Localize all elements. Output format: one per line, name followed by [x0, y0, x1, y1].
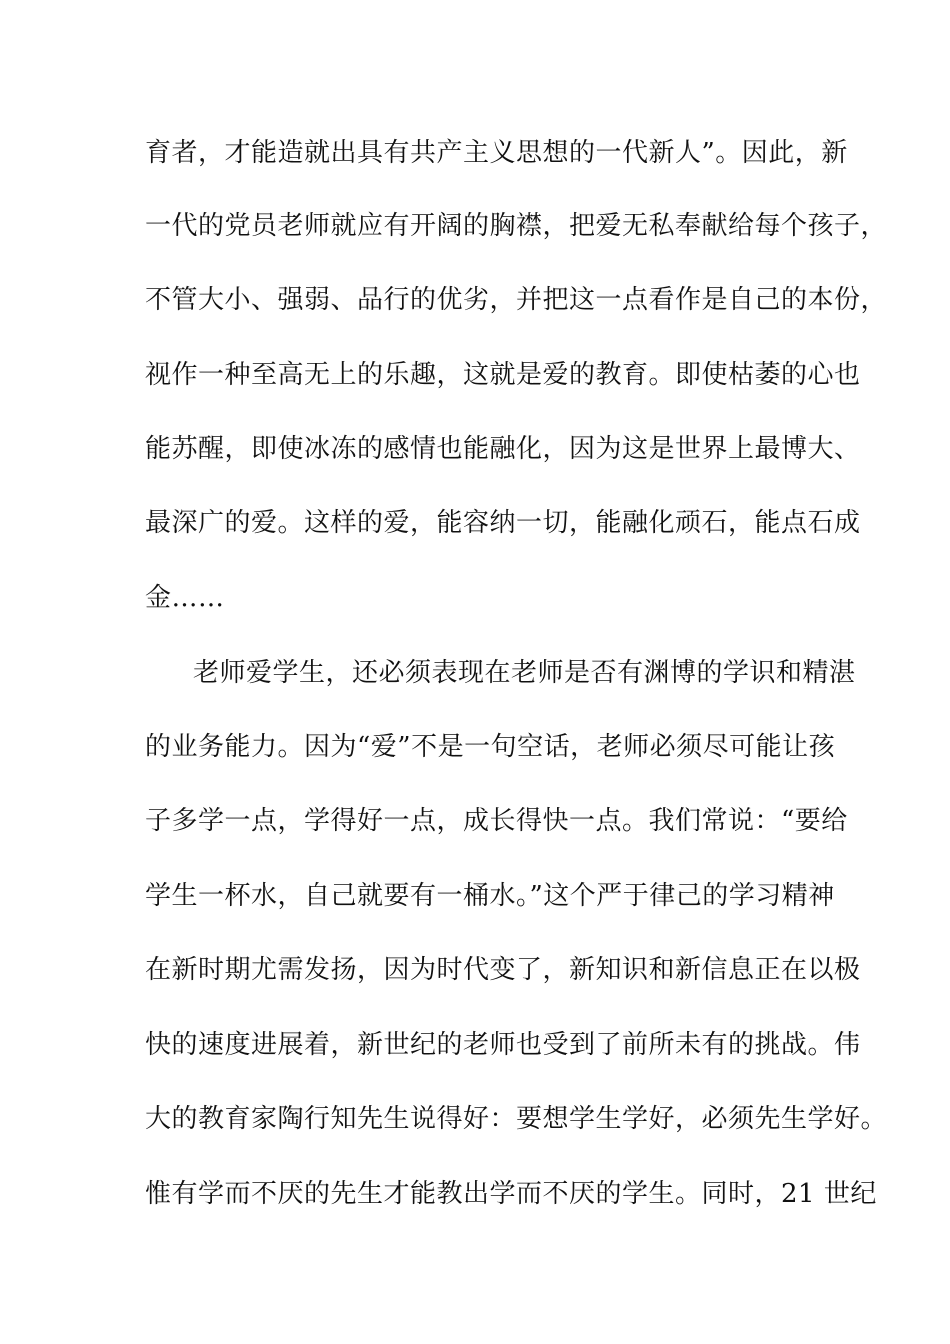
paragraph-start-line: 老师爱学生，还必须表现在老师是否有渊博的学识和精湛 — [193, 658, 856, 688]
text-line: 的业务能力。因为“爱”不是一句空话，老师必须尽可能让孩 — [145, 732, 836, 762]
text-line: 能苏醒，即使冰冻的感情也能融化，因为这是世界上最博大、 — [145, 434, 861, 464]
text-line: 最深广的爱。这样的爱，能容纳一切，能融化顽石，能点石成 — [145, 508, 861, 538]
text-line: 金…… — [145, 583, 225, 613]
text-line: 在新时期尤需发扬，因为时代变了，新知识和新信息正在以极 — [145, 955, 861, 985]
text-line: 快的速度进展着，新世纪的老师也受到了前所未有的挑战。伟 — [145, 1030, 861, 1060]
text-line: 学生一杯水，自己就要有一桶水。”这个严于律己的学习精神 — [145, 881, 835, 911]
text-line: 视作一种至高无上的乐趣，这就是爱的教育。即使枯萎的心也 — [145, 360, 861, 390]
text-line: 大的教育家陶行知先生说得好：要想学生学好，必须先生学好。 — [145, 1104, 888, 1134]
text-line: 不管大小、强弱、品行的优劣，并把这一点看作是自己的本份， — [145, 285, 888, 315]
text-line: 一代的党员老师就应有开阔的胸襟，把爱无私奉献给每个孩子， — [145, 211, 888, 241]
text-line: 育者，才能造就出具有共产主义思想的一代新人”。因此，新 — [145, 138, 848, 168]
text-line: 惟有学而不厌的先生才能教出学而不厌的学生。同时，21 世纪 — [145, 1179, 877, 1209]
text-line: 子多学一点，学得好一点，成长得快一点。我们常说：“要给 — [145, 806, 848, 836]
